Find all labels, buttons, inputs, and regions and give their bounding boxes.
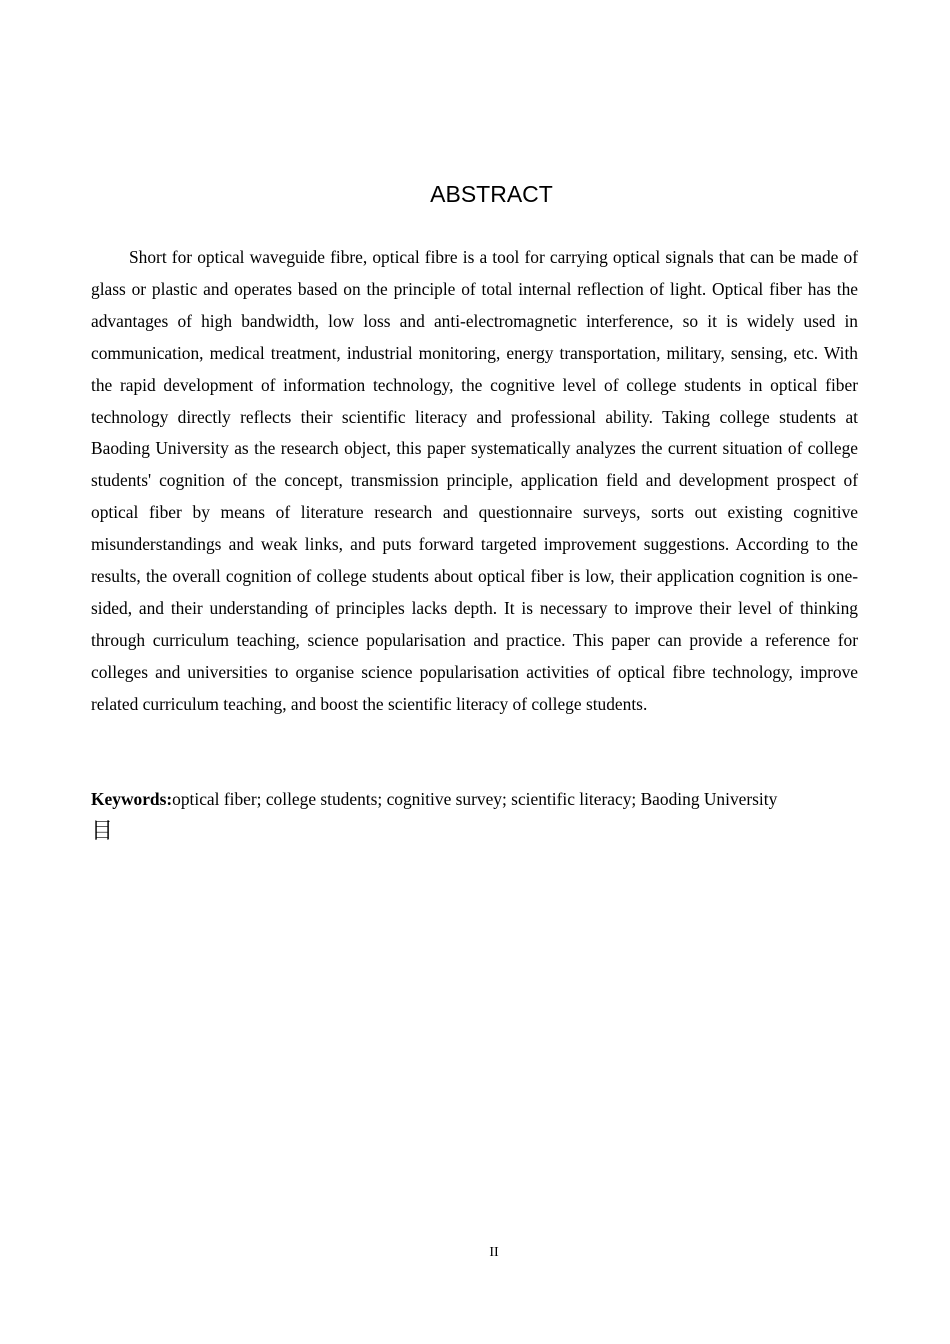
page-number: II	[489, 1245, 499, 1260]
toc-heading-fragment: 目	[91, 819, 114, 844]
abstract-title: ABSTRACT	[430, 181, 553, 207]
abstract-paragraph: Short for optical waveguide fibre, optical fibre is a tool for carrying optical signals that can be made of glass or plastic and operates based on the principle of total internal reflection of light. Optical fiber has the advantages of high bandwidth, low loss and anti-electromagnetic interference, so it is widely used in communication, medical treatment, industrial monitoring, energy transportation, military, sensing, etc. With the rapid development of information technology, the cognitive level of college students in optical fiber technology directly reflects their scientific literacy and professional ability. Taking college students at Baoding University as the research object, this paper systematically analyzes the current situation of college students' cognition of the concept, transmission principle, application field and development prospect of optical fiber by means of literature research and questionnaire surveys, sorts out existing cognitive misunderstandings and weak links, and puts forward targeted improvement suggestions. According to the results, the overall cognition of college students about optical fiber is low, their application cognition is one-sided, and their understanding of principles lacks depth. It is necessary to improve their level of thinking through curriculum teaching, science popularisation and practice. This paper can provide a reference for colleges and universities to organise science popularisation activities of optical fibre technology, improve related curriculum teaching, and boost the scientific literacy of college students.	[91, 247, 858, 714]
keywords-line	[91, 784, 881, 816]
keywords-label: Keywords:	[91, 789, 173, 809]
keywords-list: optical fiber; college students; cognitive survey; scientific literacy; Baoding University	[172, 789, 778, 809]
